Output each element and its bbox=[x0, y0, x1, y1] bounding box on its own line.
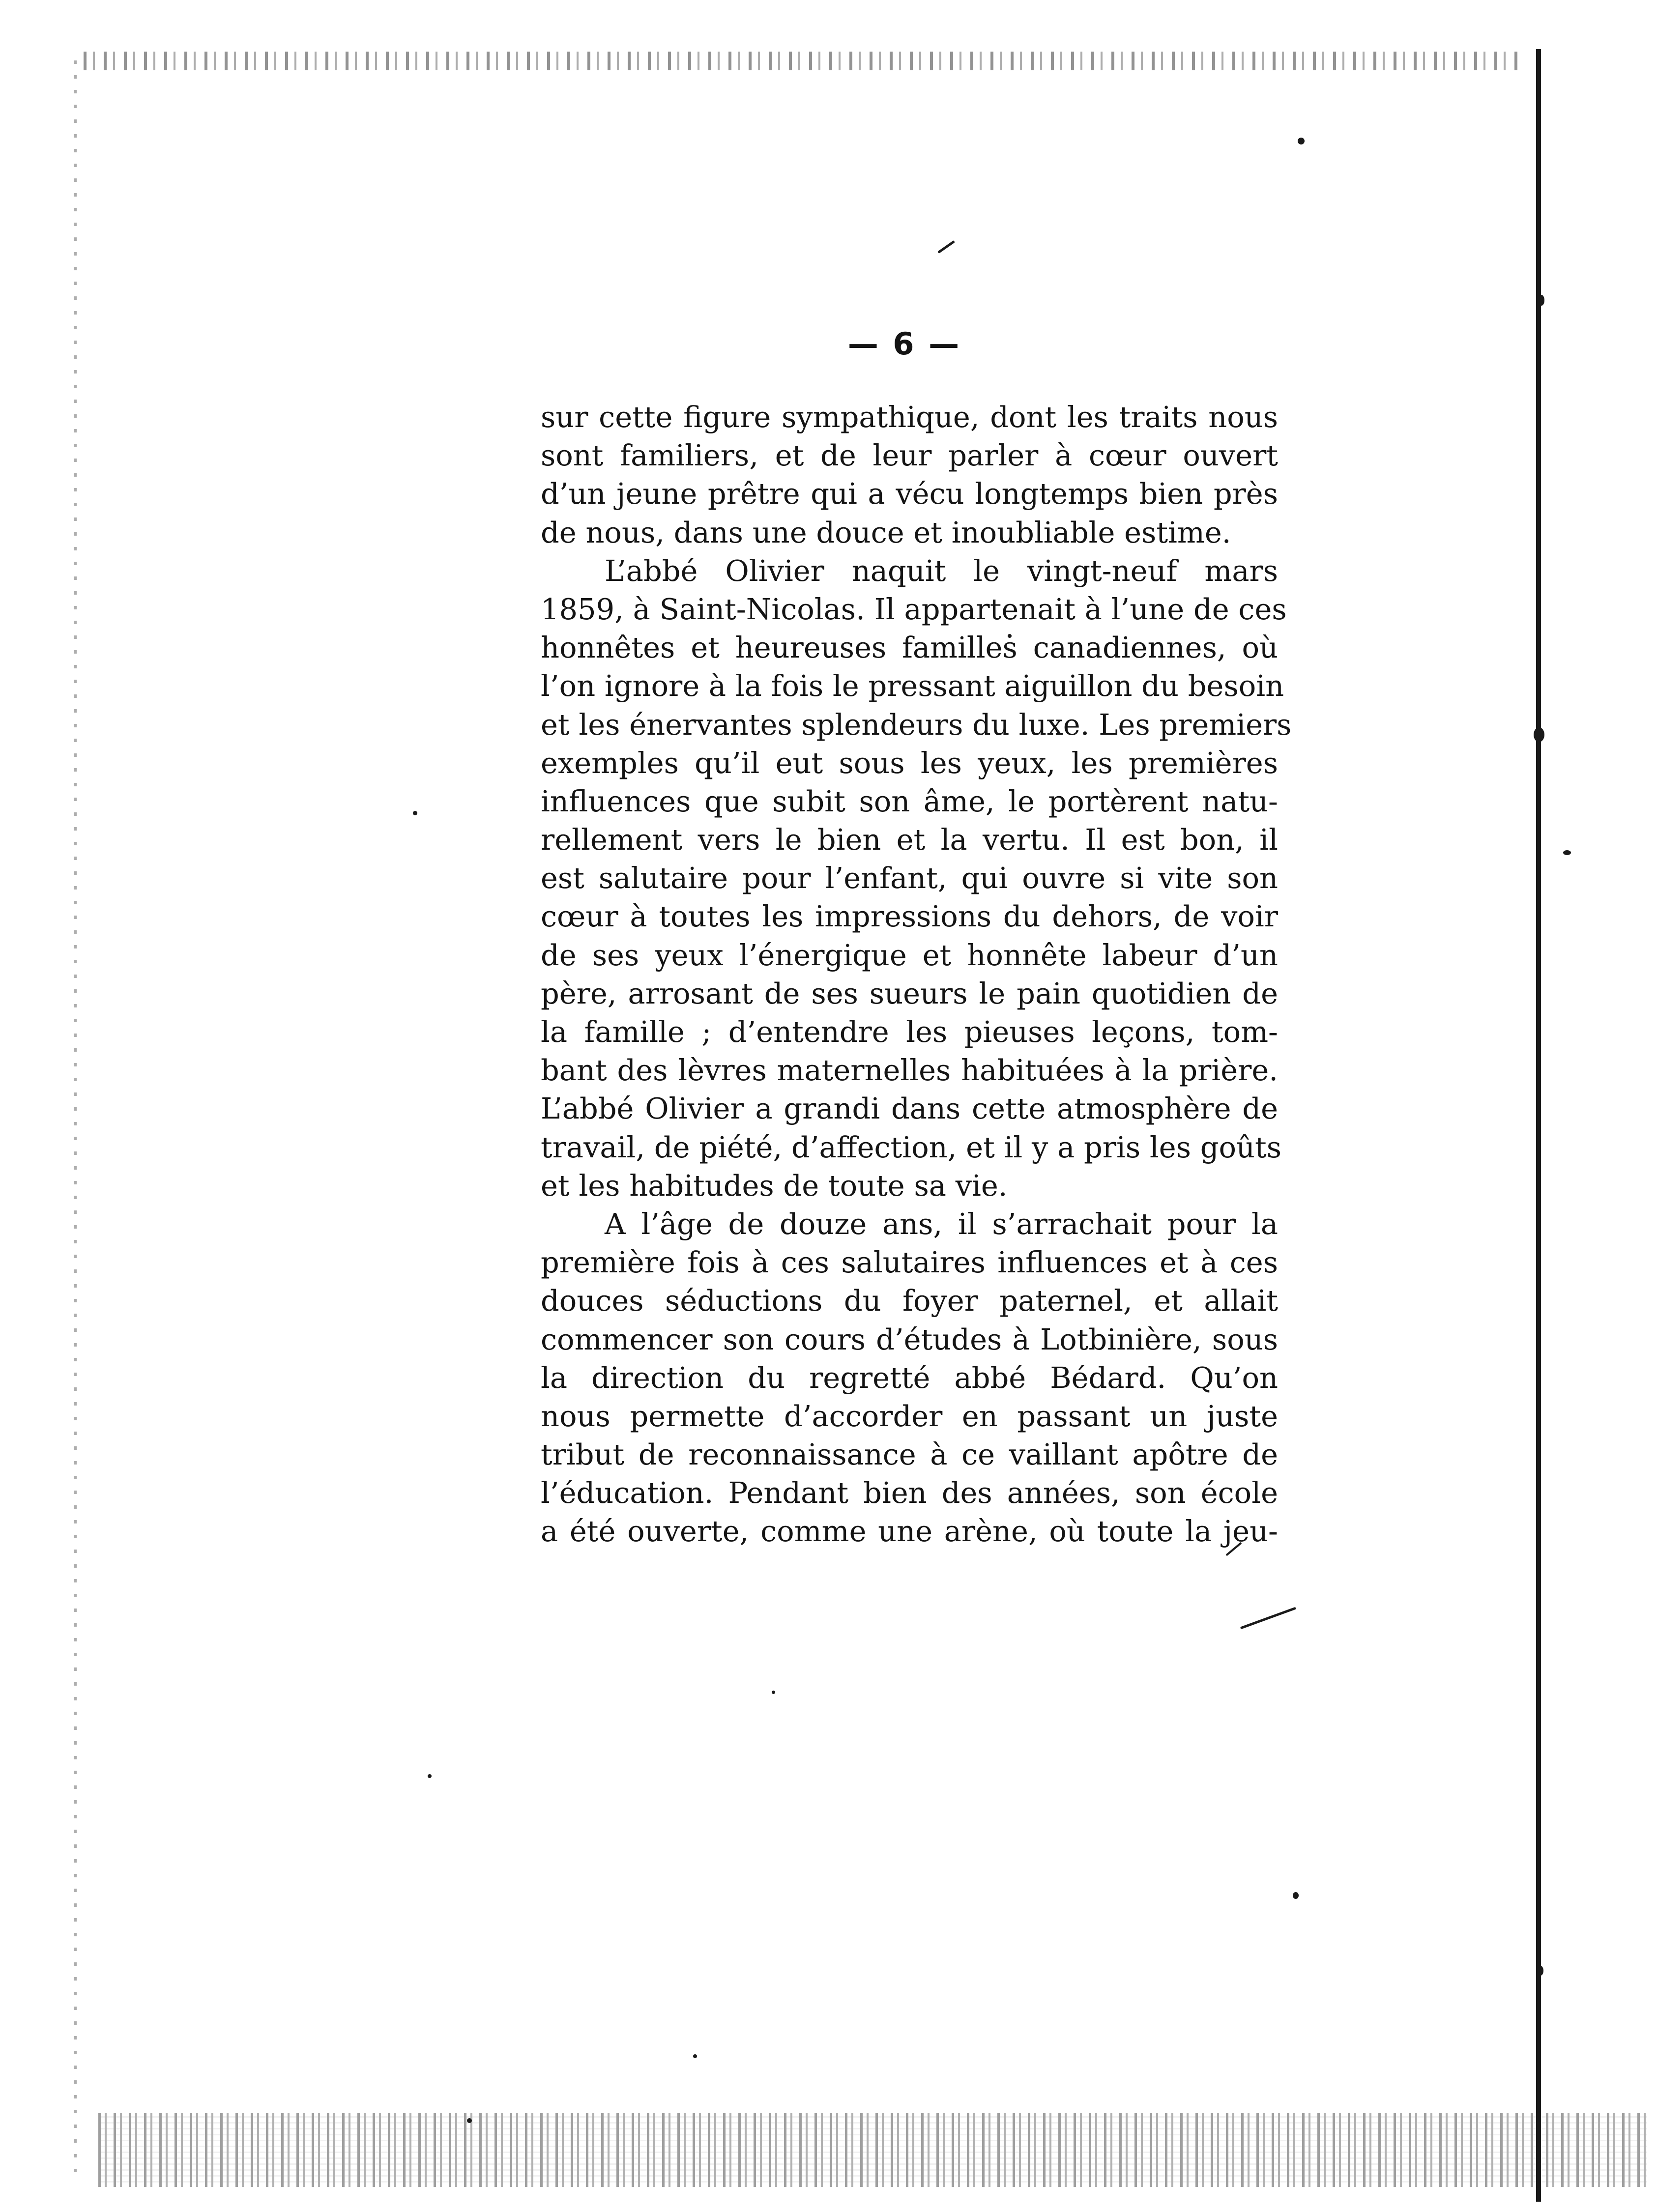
scan-speck bbox=[428, 1774, 432, 1778]
text-line: rellement vers le bien et la vertu. Il est bon, il bbox=[541, 823, 1278, 857]
scan-speck bbox=[1298, 138, 1305, 144]
text-line: tribut de reconnaissance à ce vaillant apôtre de bbox=[541, 1437, 1278, 1472]
text-line: l’on ignore à la fois le pressant aiguillon du besoin bbox=[541, 669, 1284, 703]
text-line: commencer son cours d’études à Lotbinière, sous bbox=[541, 1322, 1278, 1356]
scan-speck bbox=[693, 2054, 697, 2058]
text-line: L’abbé Olivier a grandi dans cette atmosphère de bbox=[541, 1092, 1278, 1126]
text-line: 1859, à Saint-Nicolas. Il appartenait à l’une de ces bbox=[541, 592, 1287, 626]
text-line: douces séductions du foyer paternel, et allait bbox=[541, 1284, 1278, 1318]
scan-speck bbox=[413, 811, 417, 815]
text-line: la direction du regretté abbé Bédard. Qu’on bbox=[541, 1360, 1278, 1395]
text-line: sur cette figure sympathique, dont les traits nous bbox=[541, 400, 1278, 434]
text-line: a été ouverte, comme une arène, où toute la jeu- bbox=[541, 1514, 1278, 1549]
text-line: L’abbé Olivier naquit le vingt-neuf mars bbox=[605, 553, 1278, 588]
text-line: exemples qu’il eut sous les yeux, les premières bbox=[541, 746, 1278, 780]
text-line: est salutaire pour l’enfant, qui ouvre si vite son bbox=[541, 861, 1278, 895]
scan-speck bbox=[467, 2118, 472, 2123]
text-line: et les énervantes splendeurs du luxe. Les premiers bbox=[541, 707, 1292, 742]
text-line: bant des lèvres maternelles habituées à la prière. bbox=[541, 1053, 1278, 1088]
scan-speck bbox=[1240, 1607, 1296, 1630]
text-line: première fois à ces salutaires influences et à ces bbox=[541, 1245, 1278, 1280]
scan-speck bbox=[1293, 1892, 1299, 1899]
text-line: nous permette d’accorder en passant un juste bbox=[541, 1399, 1278, 1433]
text-line: l’éducation. Pendant bien des années, son école bbox=[541, 1476, 1278, 1510]
scan-speck bbox=[937, 240, 955, 254]
body-text bbox=[541, 398, 1292, 1551]
text-line: de ses yeux l’énergique et honnête labeur d’un bbox=[541, 938, 1278, 972]
scan-speck bbox=[1538, 1966, 1543, 1976]
text-line: cœur à toutes les impressions du dehors, de voir bbox=[541, 899, 1278, 934]
text-line: père, arrosant de ses sueurs le pain quotidien de bbox=[541, 976, 1278, 1010]
text-line: travail, de piété, d’affection, et il y a pris les goûts bbox=[541, 1130, 1282, 1164]
scan-edge-left bbox=[74, 59, 77, 2172]
text-line: de nous, dans une douce et inoubliable estime. bbox=[541, 515, 1231, 549]
text-line: d’un jeune prêtre qui a vécu longtemps bien près bbox=[541, 477, 1278, 511]
page-number: — 6 — bbox=[847, 326, 961, 362]
scan-edge-bottom bbox=[98, 2113, 1647, 2187]
text-line: influences que subit son âme, le portèrent natu- bbox=[541, 784, 1278, 818]
text-line: honnêtes et heureuses familles canadiennes, où bbox=[541, 631, 1278, 665]
scan-speck bbox=[1539, 295, 1544, 306]
text-line: sont familiers, et de leur parler à cœur ouvert bbox=[541, 438, 1278, 473]
text-line: la famille ; d’entendre les pieuses leçons, tom- bbox=[541, 1015, 1278, 1049]
scan-speck bbox=[772, 1691, 775, 1694]
scan-speck bbox=[1534, 727, 1544, 742]
scan-edge-top bbox=[84, 52, 1524, 70]
scan-edge-right bbox=[1536, 49, 1541, 2202]
text-line: et les habitudes de toute sa vie. bbox=[541, 1168, 1008, 1203]
scan-speck bbox=[1563, 850, 1571, 855]
text-line: A l’âge de douze ans, il s’arrachait pour la bbox=[605, 1207, 1278, 1241]
